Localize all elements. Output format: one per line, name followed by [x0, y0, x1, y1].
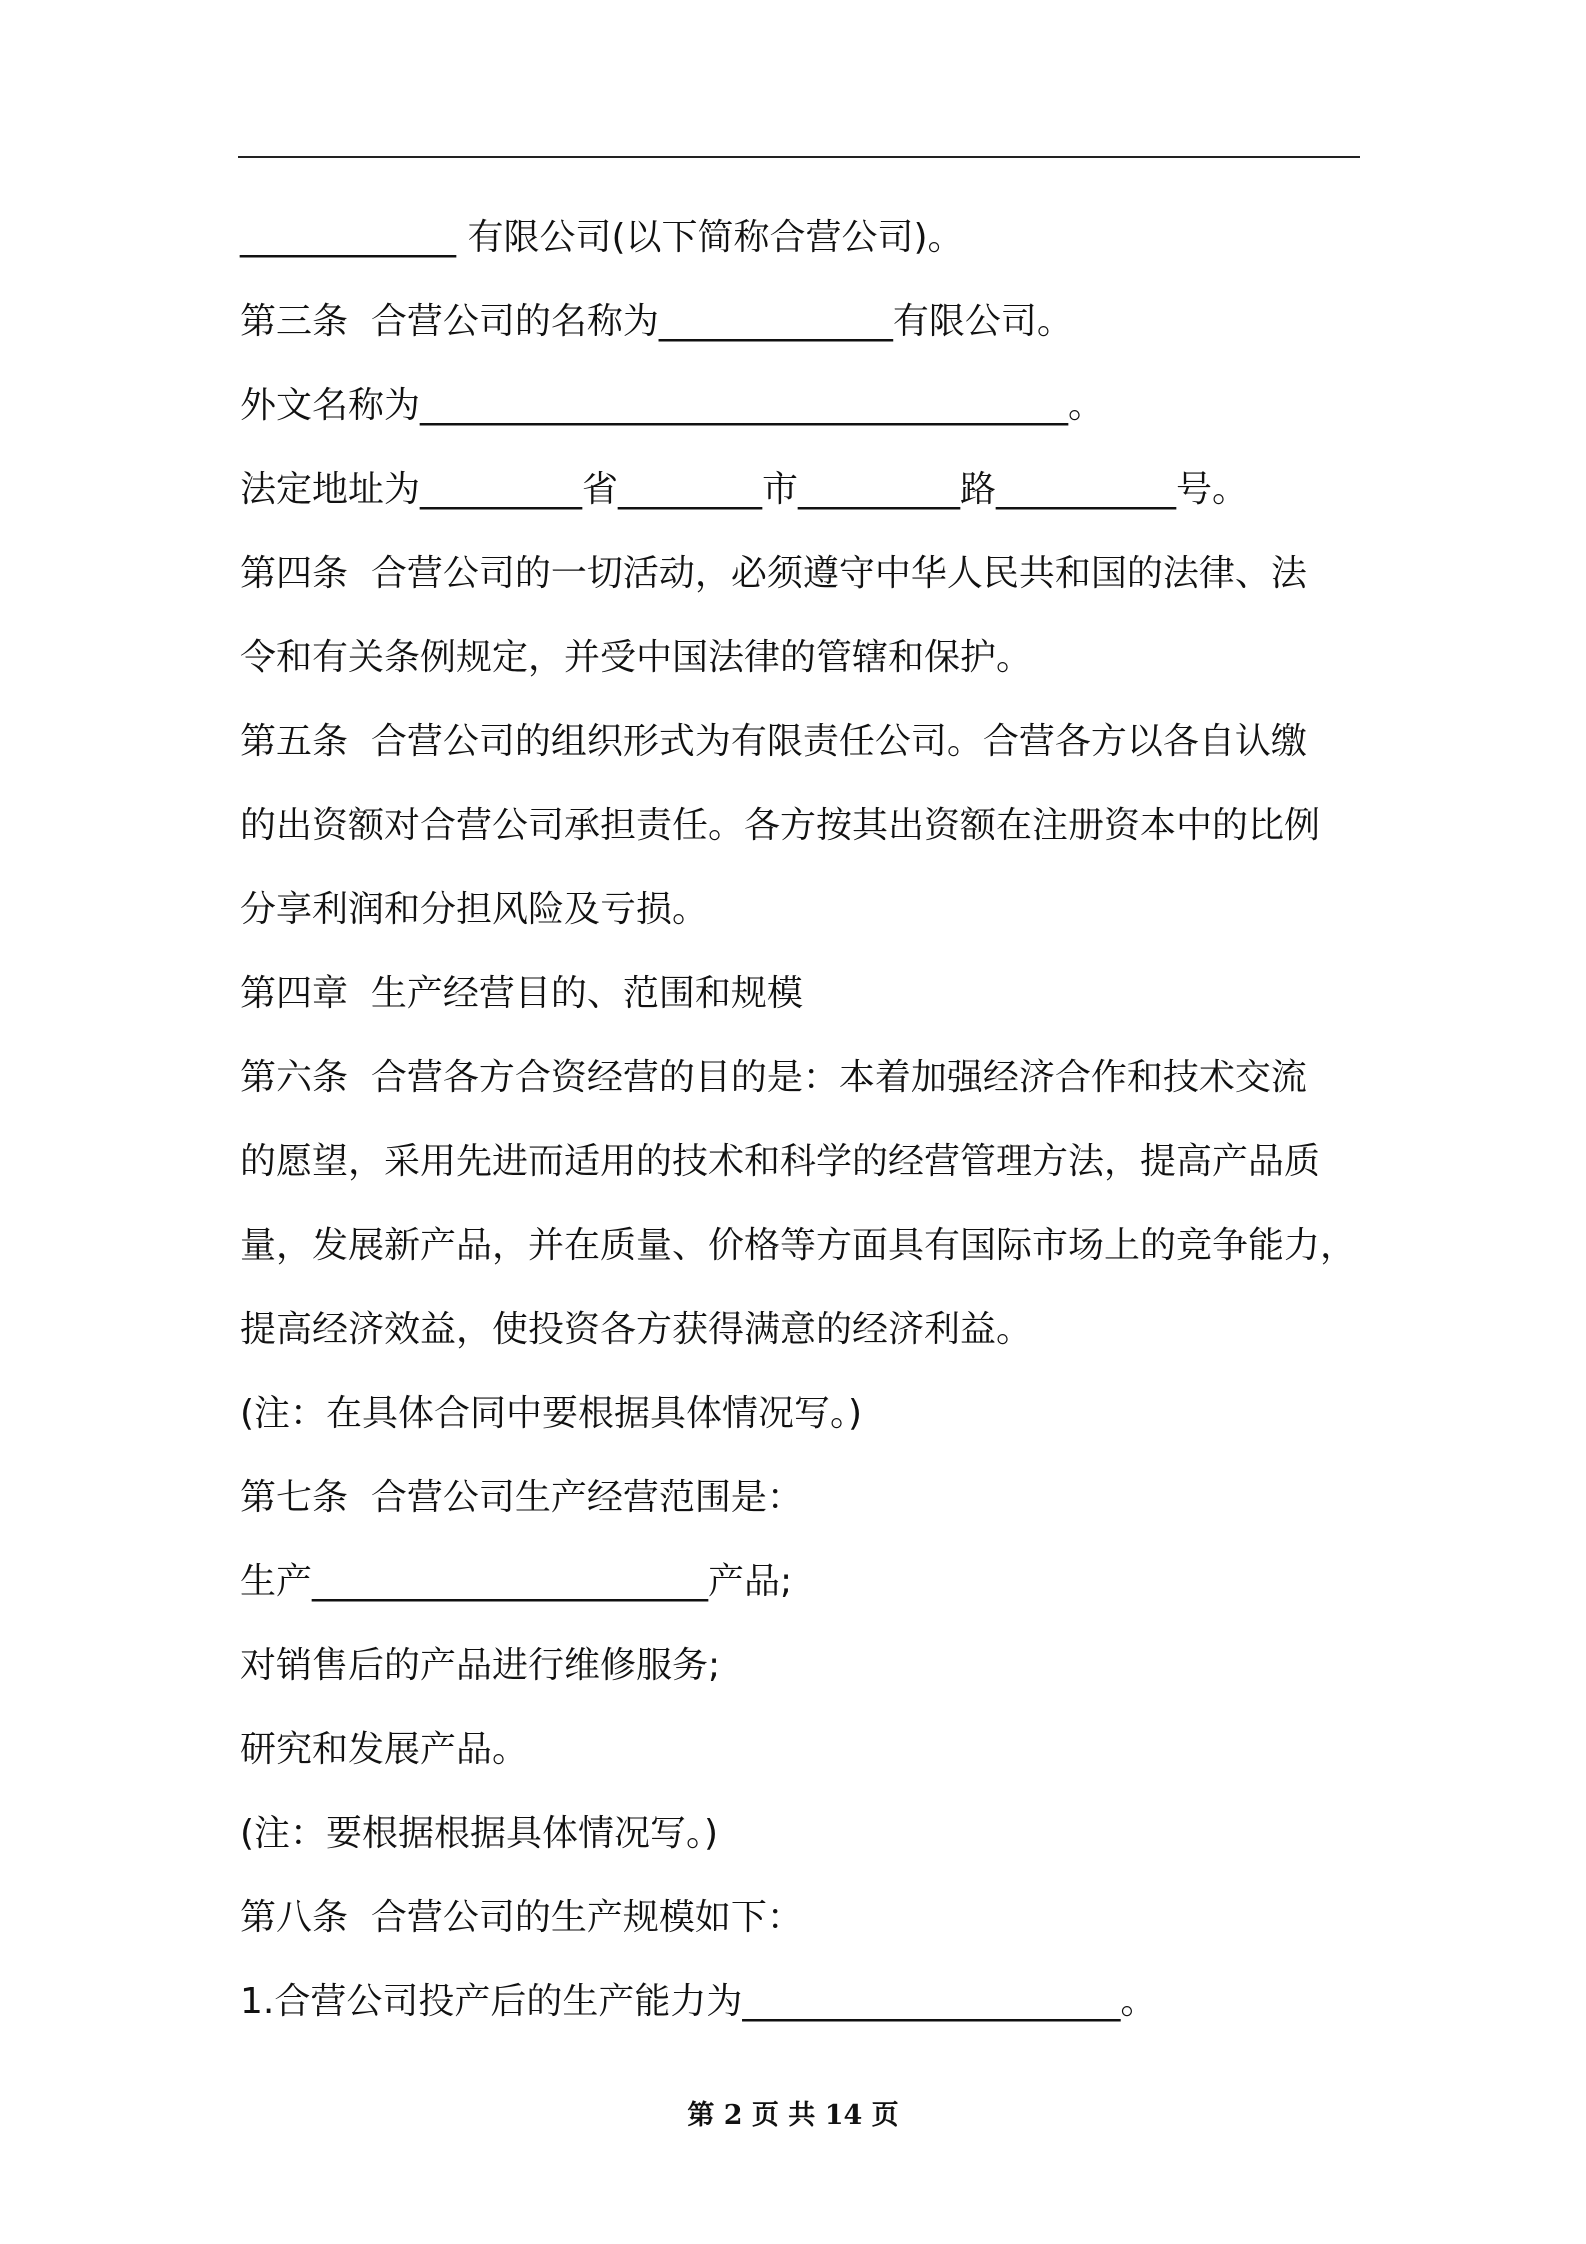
text-line: 的愿望，采用先进而适用的技术和科学的经营管理方法，提高产品质	[240, 1141, 1321, 1182]
text-line: 外文名称为____________________________________。	[240, 385, 1105, 426]
chapter-heading: 第四章 生产经营目的、范围和规模	[240, 973, 803, 1014]
text-line: 量，发展新产品，并在质量、价格等方面具有国际市场上的竞争能力，	[240, 1225, 1357, 1266]
header-rule	[238, 156, 1360, 158]
text-line: 令和有关条例规定，并受中国法律的管辖和保护。	[240, 637, 1033, 678]
text-line: 1.合营公司投产后的生产能力为_____________________。	[240, 1981, 1157, 2022]
text-line: 法定地址为_________省________市_________路__________号。	[240, 469, 1249, 510]
text-line: 第六条 合营各方合资经营的目的是：本着加强经济合作和技术交流	[240, 1057, 1307, 1098]
note-line: (注：在具体合同中要根据具体情况写。)	[240, 1393, 863, 1434]
text-line: 分享利润和分担风险及亏损。	[240, 889, 709, 930]
document-body	[240, 196, 1362, 2044]
text-line: 第三条 合营公司的名称为_____________有限公司。	[240, 301, 1073, 342]
text-line: 第五条 合营公司的组织形式为有限责任公司。合营各方以各自认缴	[240, 721, 1307, 762]
text-line: ____________ 有限公司(以下简称合营公司)。	[240, 217, 964, 258]
text-line: 提高经济效益，使投资各方获得满意的经济利益。	[240, 1309, 1033, 1350]
text-line: 第八条 合营公司的生产规模如下：	[240, 1897, 803, 1938]
text-line: 第四条 合营公司的一切活动，必须遵守中华人民共和国的法律、法	[240, 553, 1307, 594]
note-line: (注：要根据根据具体情况写。)	[240, 1813, 719, 1854]
text-line: 第七条 合营公司生产经营范围是：	[240, 1477, 803, 1518]
text-line: 研究和发展产品。	[240, 1729, 529, 1770]
text-line: 生产______________________产品;	[240, 1561, 793, 1602]
text-line: 对销售后的产品进行维修服务;	[240, 1645, 721, 1686]
text-line: 的出资额对合营公司承担责任。各方按其出资额在注册资本中的比例	[240, 805, 1321, 846]
page-number-footer: 第 2 页 共 14 页	[687, 2100, 899, 2131]
